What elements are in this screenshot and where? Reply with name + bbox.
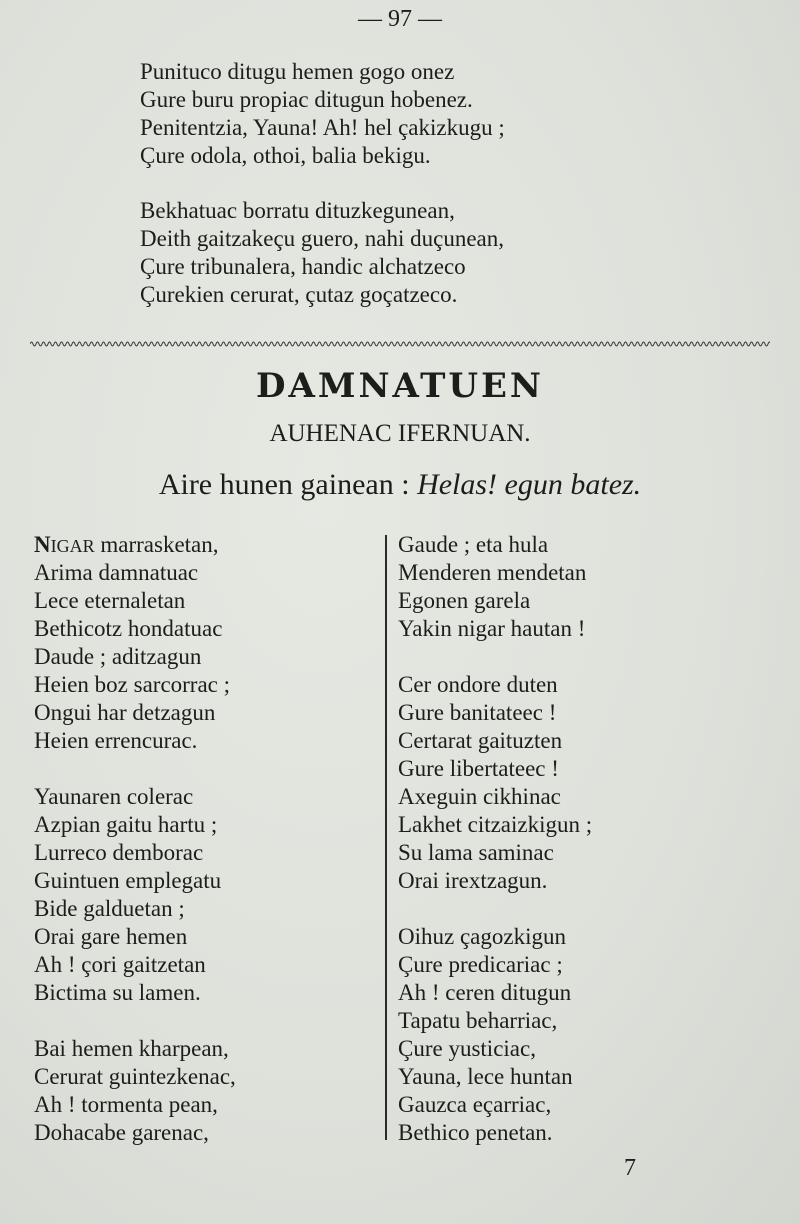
first-word-small-caps: IGAR [50, 536, 95, 556]
verse-line: Ah ! tormenta pean, [34, 1092, 218, 1117]
right-column [398, 531, 592, 1147]
verse-line: Bethico penetan. [398, 1120, 553, 1145]
verse-line: Bekhatuac borratu dituzkegunean, [140, 198, 455, 223]
column-divider [385, 535, 387, 1140]
verse-line: Certarat gaituzten [398, 728, 563, 753]
verse-line: Cerurat guintezkenac, [34, 1064, 236, 1089]
tune-line [0, 468, 800, 502]
verse-line: Bai hemen kharpean, [34, 1036, 229, 1061]
verse-line: Cer ondore duten [398, 672, 558, 697]
verse-line: Heien boz sarcorrac ; [34, 672, 231, 697]
verse-line: Ongui har detzagun [34, 700, 216, 725]
verse-line: Lakhet citzaizkigun ; [398, 812, 593, 837]
verse-line: Gure libertateec ! [398, 756, 559, 781]
verse-line: Gure banitateec ! [398, 700, 557, 725]
verse-line: Bethicotz hondatuac [34, 616, 223, 641]
verse-line: Axeguin cikhinac [398, 784, 561, 809]
top-stanza-2 [140, 197, 504, 309]
verse-line: Menderen mendetan [398, 560, 587, 585]
wavy-divider [30, 338, 770, 350]
verse-line: Gaude ; eta hula [398, 532, 549, 557]
poem-title: DAMNATUEN [255, 366, 545, 406]
verse-line: Gauzca eçarriac, [398, 1092, 552, 1117]
verse-line: Yakin nigar hautan ! [398, 616, 586, 641]
verse-line: Tapatu beharriac, [398, 1008, 558, 1033]
verse-line: Çure yusticiac, [398, 1036, 536, 1061]
verse-line: Deith gaitzakeçu guero, nahi duçunean, [140, 226, 505, 251]
verse-line: Çurekien cerurat, çutaz goçatzeco. [140, 282, 458, 307]
verse-line: Penitentzia, Yauna! Ah! hel çakizkugu ; [140, 115, 505, 140]
verse-line: Bictima su lamen. [34, 980, 201, 1005]
signature-number: 7 [624, 1155, 636, 1181]
verse-line: Çure odola, othoi, balia bekigu. [140, 143, 431, 168]
verse-line: Punituco ditugu hemen gogo onez [140, 59, 455, 84]
verse-line: Yauna, lece huntan [398, 1064, 573, 1089]
verse-line: Azpian gaitu hartu ; [34, 812, 218, 837]
tune-label: Aire hunen gainean : [158, 468, 418, 501]
verse-line: Su lama saminac [398, 840, 554, 865]
first-line-rest: marrasketan, [94, 532, 219, 557]
verse-line: Orai irextzagun. [398, 868, 548, 893]
top-stanza-1 [140, 58, 505, 170]
verse-line: Bide galduetan ; [34, 896, 185, 921]
tune-name: Helas! egun batez. [417, 468, 642, 501]
verse-line: Ah ! çori gaitzetan [34, 952, 206, 977]
verse-line: Daude ; aditzagun [34, 644, 202, 669]
poem-subtitle: AUHENAC IFERNUAN. [269, 420, 531, 447]
verse-line: Lurreco demborac [34, 840, 204, 865]
verse-line: Arima damnatuac [34, 560, 199, 585]
verse-line [34, 531, 236, 559]
verse-line: Gure buru propiac ditugun hobenez. [140, 87, 473, 112]
verse-line: Oihuz çagozkigun [398, 924, 566, 949]
verse-line: Heien errencurac. [34, 728, 198, 753]
left-column [34, 531, 236, 1147]
verse-line: Orai gare hemen [34, 924, 188, 949]
verse-line: Lece eternaletan [34, 588, 186, 613]
verse-line: Guintuen emplegatu [34, 868, 222, 893]
page-header: — 97 — [358, 6, 442, 32]
verse-line: Çure tribunalera, handic alchatzeco [140, 254, 466, 279]
verse-line: Yaunaren colerac [34, 784, 194, 809]
verse-line: Egonen garela [398, 588, 531, 613]
verse-line: Ah ! ceren ditugun [398, 980, 572, 1005]
verse-line: Çure predicariac ; [398, 952, 563, 977]
verse-line: Dohacabe garenac, [34, 1120, 209, 1145]
drop-word: N [34, 532, 51, 557]
